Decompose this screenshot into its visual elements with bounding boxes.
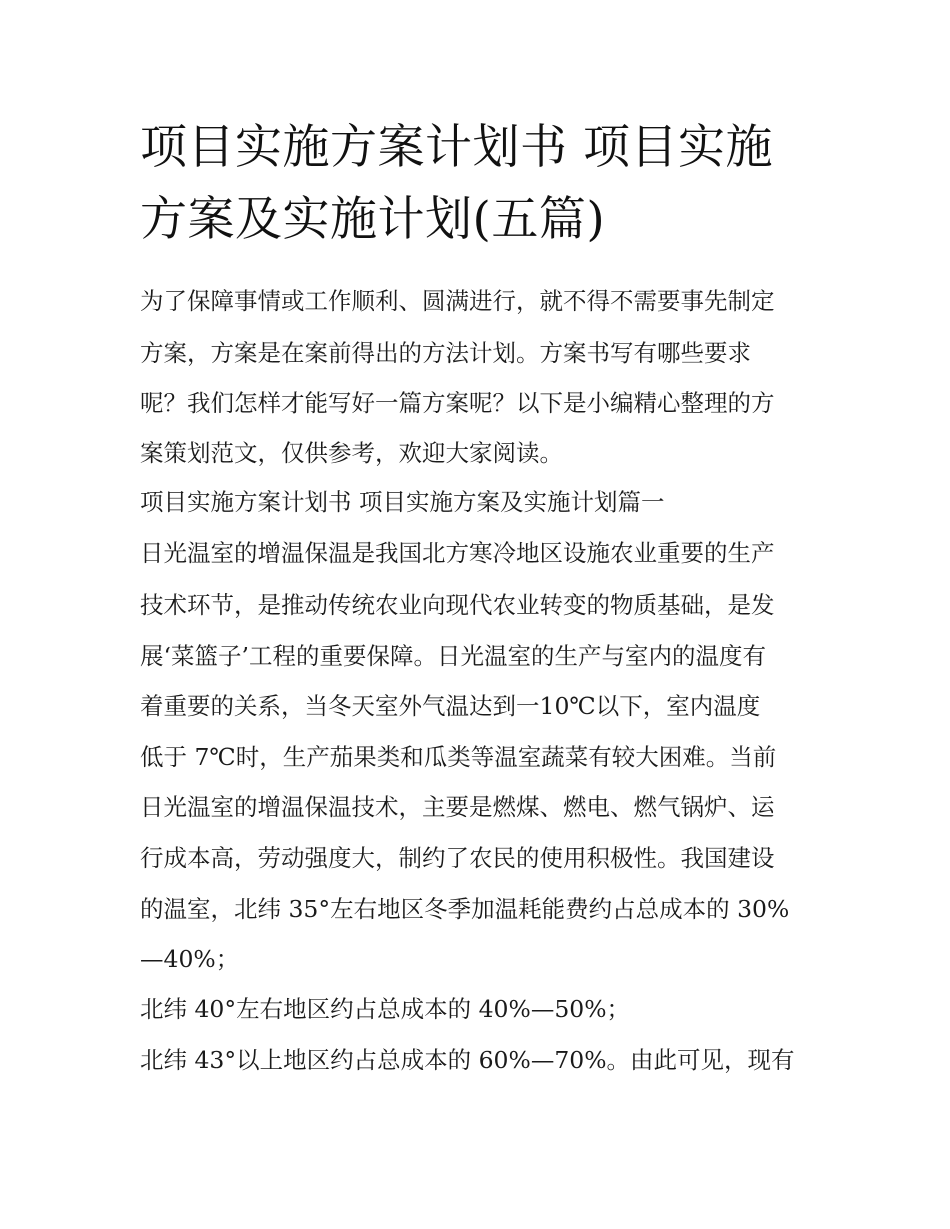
body-line: —40%；	[140, 945, 240, 973]
body-line: 展‘菜篮子’工程的重要保障。日光温室的生产与室内的温度有	[140, 642, 766, 670]
body-line: 着重要的关系，当冬天室外气温达到一10℃以下，室内温度	[140, 692, 761, 720]
body-line: 技术环节，是推动传统农业向现代农业转变的物质基础，是发	[140, 591, 775, 619]
title-line: 方案及实施计划(五篇)	[140, 192, 606, 247]
body-line: 北纬 43°以上地区约占总成本的 60%—70%。由此可见，现有	[140, 1046, 795, 1074]
body-line: 案策划范文，仅供参考，欢迎大家阅读。	[140, 439, 563, 467]
title-line: 项目实施方案计划书 项目实施	[140, 120, 773, 175]
document-title	[140, 112, 820, 256]
section-heading: 项目实施方案计划书 项目实施方案及实施计划篇一	[140, 488, 665, 516]
body-line: 的温室，北纬 35°左右地区冬季加温耗能费约占总成本的 30%	[140, 895, 790, 923]
body-line: 为了保障事情或工作顺利、圆满进行，就不得不需要事先制定	[140, 287, 775, 315]
body-line: 低于 7℃时，生产茄果类和瓜类等温室蔬菜有较大困难。当前	[140, 743, 777, 771]
body-line: 呢？我们怎样才能写好一篇方案呢？以下是小编精心整理的方	[140, 389, 775, 417]
body-line: 方案，方案是在案前得出的方法计划。方案书写有哪些要求	[140, 339, 751, 367]
body-line: 北纬 40°左右地区约占总成本的 40%—50%；	[140, 995, 631, 1023]
body-line: 行成本高，劳动强度大，制约了农民的使用积极性。我国建设	[140, 844, 775, 872]
body-line: 日光温室的增温保温技术，主要是燃煤、燃电、燃气锅炉、运	[140, 793, 775, 821]
body-line: 日光温室的增温保温是我国北方寒冷地区设施农业重要的生产	[140, 539, 775, 567]
